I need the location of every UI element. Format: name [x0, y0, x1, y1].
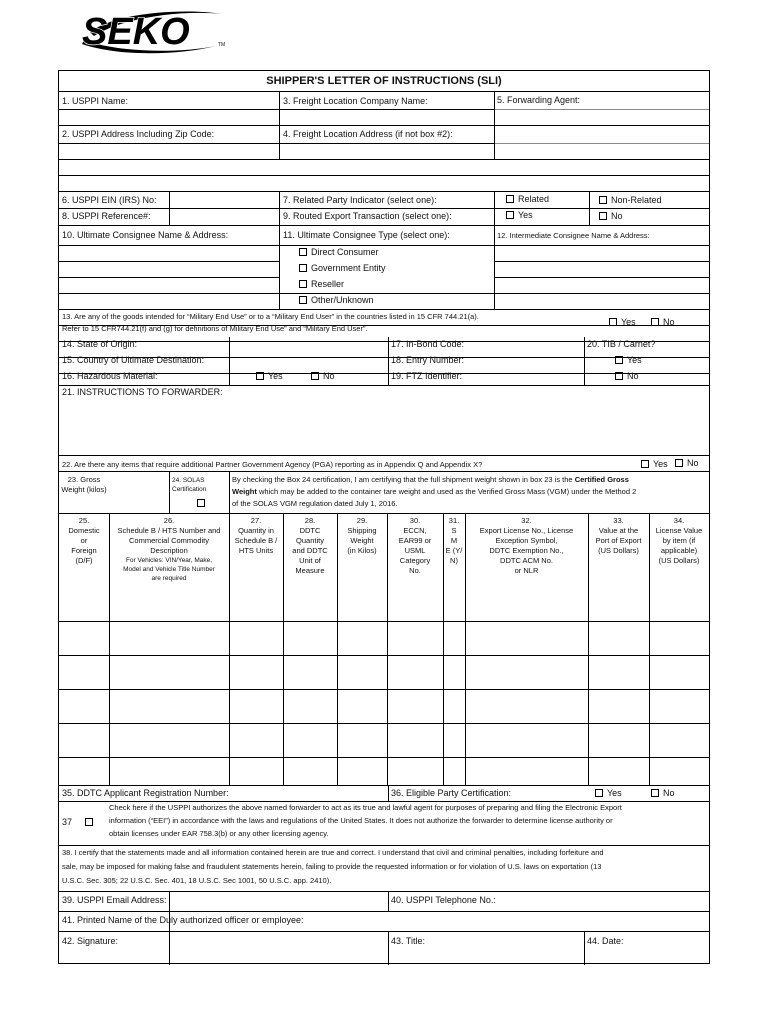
col-25-header: 25. Domestic or Foreign (D/F) [68, 516, 100, 565]
military-yes-checkbox[interactable] [609, 318, 617, 326]
field-16-hazardous-material: 16. Hazardous Material: [62, 371, 158, 381]
field-12-intermediate-consignee: 12. Intermediate Consignee Name & Address: [497, 231, 650, 240]
field-41-printed-name: 41. Printed Name of the Duly authorized officer or employee: [62, 915, 304, 925]
field-21-instructions: 21. INSTRUCTIONS TO FORWARDER: [62, 387, 223, 397]
other-unknown-checkbox[interactable] [299, 296, 307, 304]
pga-yes-option[interactable]: Yes [641, 459, 668, 470]
col-27-header: 27. Quantity in Schedule B / HTS Units [234, 516, 278, 555]
tib-no-option[interactable]: No [615, 371, 639, 382]
logo-text: SEKO [82, 11, 190, 53]
military-no-checkbox[interactable] [651, 318, 659, 326]
non-related-option[interactable]: Non-Related [599, 195, 662, 206]
field-22-pga-reporting: 22. Are there any items that require additional Partner Government Agency (PGA) reporting as in Appendix Q and Appendix X? [62, 460, 483, 469]
field-24-solas: 24. SOLAS Certification [172, 477, 207, 493]
eligible-no-option[interactable]: No [651, 788, 675, 799]
field-42-signature: 42. Signature: [62, 936, 119, 946]
field-9-routed-export: 9. Routed Export Transaction (select one): [283, 211, 452, 221]
field-44-date: 44. Date: [587, 936, 624, 946]
routed-no-checkbox[interactable] [599, 212, 607, 220]
solas-cert-line3: of the SOLAS VGM regulation dated July 1, 2016. [232, 499, 398, 508]
form-title: SHIPPER'S LETTER OF INSTRUCTIONS (SLI) [266, 75, 502, 87]
hazardous-yes-option[interactable]: Yes [256, 371, 283, 382]
field-20-tib-carnet: 20. TIB / Carnet? [587, 339, 656, 349]
related-option[interactable]: Related [506, 194, 549, 205]
consignee-type-government[interactable]: Government Entity [299, 263, 386, 274]
authorize-forwarder-checkbox[interactable] [85, 818, 93, 826]
reseller-checkbox[interactable] [299, 280, 307, 288]
trademark-mark: TM [218, 42, 226, 48]
col-32-header: 32. Export License No., License Exception Symbol, DDTC Exemption No., DDTC ACM No. or NLR [479, 516, 574, 575]
field-2-usppi-address: 2. USPPI Address Including Zip Code: [62, 129, 215, 139]
field-15-country-destination: 15. Country of Ultimate Destination: [62, 355, 205, 365]
non-related-checkbox[interactable] [599, 196, 607, 204]
pga-yes-checkbox[interactable] [641, 460, 649, 468]
sli-form [58, 70, 710, 964]
solas-checkbox[interactable] [197, 499, 205, 507]
solas-cert-line1: By checking the Box 24 certification, I am certifying that the full shipment weight shown in box 23 is the Certified Gross [232, 475, 629, 484]
seko-logo [76, 6, 226, 58]
field-39-email: 39. USPPI Email Address: [62, 895, 167, 905]
field-19-ftz-identifier: 19. FTZ Identifier: [391, 371, 463, 381]
col-31-header: 31. S M E (Y/ N) [445, 516, 463, 565]
field-3-freight-location-company: 3. Freight Location Company Name: [283, 96, 428, 106]
tib-no-checkbox[interactable] [615, 372, 623, 380]
field-14-state-of-origin: 14. State of Origin: [62, 339, 138, 349]
consignee-type-other[interactable]: Other/Unknown [299, 295, 374, 306]
direct-consumer-checkbox[interactable] [299, 248, 307, 256]
field-5-forwarding-agent: 5. Forwarding Agent: [497, 95, 581, 105]
field-18-entry-number: 18. Entry Number: [391, 355, 465, 365]
tib-yes-option[interactable]: Yes [615, 355, 642, 366]
field-40-telephone: 40. USPPI Telephone No.: [391, 895, 496, 905]
pga-no-checkbox[interactable] [675, 459, 683, 467]
field-37-number: 37 [62, 817, 73, 827]
col-30-header: 30. ECCN, EAR99 or USML Category No. [398, 516, 432, 575]
tib-yes-checkbox[interactable] [615, 356, 623, 364]
field-38-cert-line1: 38. I certify that the statements made and all information contained herein are true and correct. I understand that civil and criminal penalties, including forfeiture and [62, 848, 604, 857]
consignee-type-reseller[interactable]: Reseller [299, 279, 344, 290]
field-36-eligible-party: 36. Eligible Party Certification: [391, 788, 512, 798]
field-1-usppi-name: 1. USPPI Name: [62, 96, 129, 106]
col-26-header: 26. Schedule B / HTS Number and Commercial Commodity Description For Vehicles: VIN/Year, Make, Model and Vehicle Title Number are required [117, 516, 221, 582]
eligible-yes-option[interactable]: Yes [595, 788, 622, 799]
field-6-usppi-ein: 6. USPPI EIN (IRS) No: [62, 195, 157, 205]
pga-no-option[interactable]: No [675, 458, 699, 469]
field-37-text-line1: Check here if the USPPI authorizes the above named forwarder to act as its true and lawful agent for purposes of preparing and filing the Electronic Export [109, 803, 622, 812]
consignee-type-direct[interactable]: Direct Consumer [299, 247, 379, 258]
col-33-header: 33. Value at the Port of Export (US Dollars) [595, 516, 642, 555]
col-29-header: 29. Shipping Weight (in Kilos) [347, 516, 377, 555]
hazardous-yes-checkbox[interactable] [256, 372, 264, 380]
field-37-text-line2: information (“EEI”) in accordance with the laws and regulations of the United States. It does not authorize the forwarder to determine license authority or [109, 816, 613, 825]
field-13-definitions: Refer to 15 CFR744.21(f) and (g) for definitions of Military End Use” and “Military End User”. [62, 324, 368, 333]
related-checkbox[interactable] [506, 195, 514, 203]
field-37-text-line3: obtain licenses under EAR 758.3(b) or any other licensing agency. [109, 829, 329, 838]
field-4-freight-location-address: 4. Freight Location Address (if not box #2): [283, 129, 453, 139]
field-13-military-end-use: 13. Are any of the goods intended for “Military End Use” or to a “Military End User” in the countries listed in 15 CFR 744.21(a). [62, 312, 479, 321]
eligible-no-checkbox[interactable] [651, 789, 659, 797]
field-38-cert-line2: sale, may be imposed for making false and fraudulent statements herein, failing to provide the requested information or for violation of U.S. laws on exportation (13 [62, 862, 602, 871]
field-10-ultimate-consignee: 10. Ultimate Consignee Name & Address: [62, 230, 229, 240]
col-28-header: 28. DDTC Quantity and DDTC Unit of Measure [292, 516, 328, 575]
field-7-related-party: 7. Related Party Indicator (select one): [283, 195, 437, 205]
field-17-in-bond-code: 17. In-Bond Code: [391, 339, 465, 349]
hazardous-no-checkbox[interactable] [311, 372, 319, 380]
field-35-ddtc-registration: 35. DDTC Applicant Registration Number: [62, 788, 229, 798]
solas-cert-line2: Weight which may be added to the container tare weight and used as the Verified Gross Mass (VGM) under the Method 2 [232, 487, 637, 496]
eligible-yes-checkbox[interactable] [595, 789, 603, 797]
field-23-gross-weight: 23. Gross Weight (kilos) [61, 475, 107, 494]
field-11-consignee-type: 11. Ultimate Consignee Type (select one): [283, 230, 450, 240]
col-34-header: 34. License Value by item (if applicable) (US Dollars) [655, 516, 703, 565]
military-no-option[interactable]: No [651, 317, 675, 328]
routed-no-option[interactable]: No [599, 211, 623, 222]
field-43-title: 43. Title: [391, 936, 426, 946]
government-entity-checkbox[interactable] [299, 264, 307, 272]
routed-yes-option[interactable]: Yes [506, 210, 533, 221]
field-8-usppi-reference: 8. USPPI Reference#: [62, 211, 151, 221]
military-yes-option[interactable]: Yes [609, 317, 636, 328]
routed-yes-checkbox[interactable] [506, 211, 514, 219]
field-38-cert-line3: U.S.C. Sec. 305; 22 U.S.C. Sec. 401, 18 U.S.C. Sec 1001, 50 U.S.C. app. 2410). [62, 876, 332, 885]
hazardous-no-option[interactable]: No [311, 371, 335, 382]
